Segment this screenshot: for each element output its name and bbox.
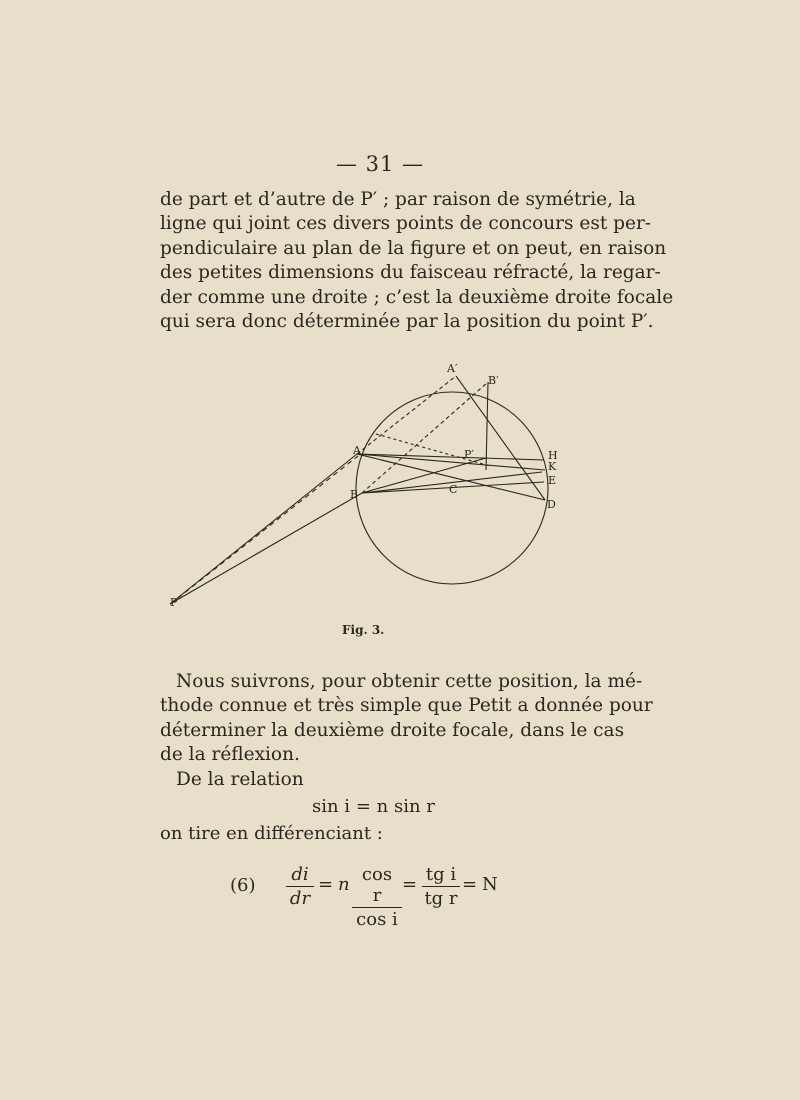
- label-d: D: [547, 498, 556, 511]
- eq1-rhs: n sin r: [376, 796, 435, 817]
- geometric-figure: [150, 360, 590, 650]
- relation-intro: De la relation: [176, 768, 304, 790]
- fraction-tg: [422, 864, 460, 909]
- label-p: P: [170, 596, 178, 609]
- label-e: E: [548, 474, 557, 487]
- text-line: de la réflexion.: [160, 744, 300, 766]
- text-line: déterminer la deuxième droite focale, dans le cas: [160, 719, 625, 741]
- coefficient-n: n: [338, 874, 350, 895]
- page-number: — 31 —: [335, 152, 425, 176]
- text-line: ligne qui joint ces divers points de concours est per-: [160, 213, 652, 235]
- text-line: Nous suivrons, pour obtenir cette position, la mé-: [176, 671, 643, 692]
- label-h: H: [548, 449, 558, 462]
- b-to-b-prime: [362, 382, 488, 493]
- ray-dashed: [178, 456, 358, 598]
- differentiate-text: on tire en différenciant :: [160, 823, 383, 844]
- label-b: B: [350, 488, 359, 501]
- fraction-numerator: tg i: [422, 864, 460, 887]
- paragraph-2: [160, 670, 653, 792]
- paragraph-1: [160, 188, 674, 334]
- text-line: qui sera donc déterminée par la position du point P′.: [160, 311, 654, 333]
- equals-sign: =: [318, 874, 334, 895]
- equals-sign: =: [402, 874, 418, 895]
- eq1-equals: =: [355, 796, 371, 817]
- label-a-prime: A′: [447, 362, 458, 375]
- ray-b-p-prime: [362, 458, 486, 493]
- label-p-prime: P′: [464, 448, 474, 461]
- fraction-numerator: di: [286, 864, 314, 887]
- fraction-numerator: cos r: [352, 864, 402, 908]
- text-line: des petites dimensions du faisceau réfracté, la regar-: [160, 262, 661, 284]
- ray-a-h: [357, 454, 544, 460]
- eq1-lhs: sin i: [312, 796, 351, 817]
- text-line: de part et d’autre de P′ ; par raison de symétrie, la: [160, 189, 636, 210]
- fraction-denominator: dr: [289, 888, 311, 909]
- fraction-denominator: tg r: [424, 888, 458, 909]
- text-line: pendiculaire au plan de la figure et on peut, en raison: [160, 237, 667, 259]
- text-line: der comme une droite ; c’est la deuxième droite focale: [160, 286, 674, 308]
- result-n: N: [482, 874, 498, 895]
- fraction-cos: [352, 864, 402, 930]
- label-b-prime: B′: [488, 374, 499, 387]
- text-line: thode connue et très simple que Petit a donnée pour: [160, 695, 653, 717]
- fraction-di-dr: [286, 864, 314, 909]
- label-k: K: [548, 460, 557, 473]
- equals-sign: =: [462, 874, 478, 895]
- fraction-denominator: cos i: [356, 909, 398, 930]
- label-c: C: [449, 483, 458, 496]
- figure-caption: Fig. 3.: [342, 623, 385, 637]
- ray-pb: [170, 493, 362, 604]
- equation-6: [230, 856, 530, 930]
- equation-snell: [312, 796, 435, 817]
- equation-number: (6): [230, 875, 256, 896]
- line-b-prime: [486, 382, 488, 470]
- ray-pa: [170, 454, 357, 604]
- label-a: A: [353, 444, 361, 457]
